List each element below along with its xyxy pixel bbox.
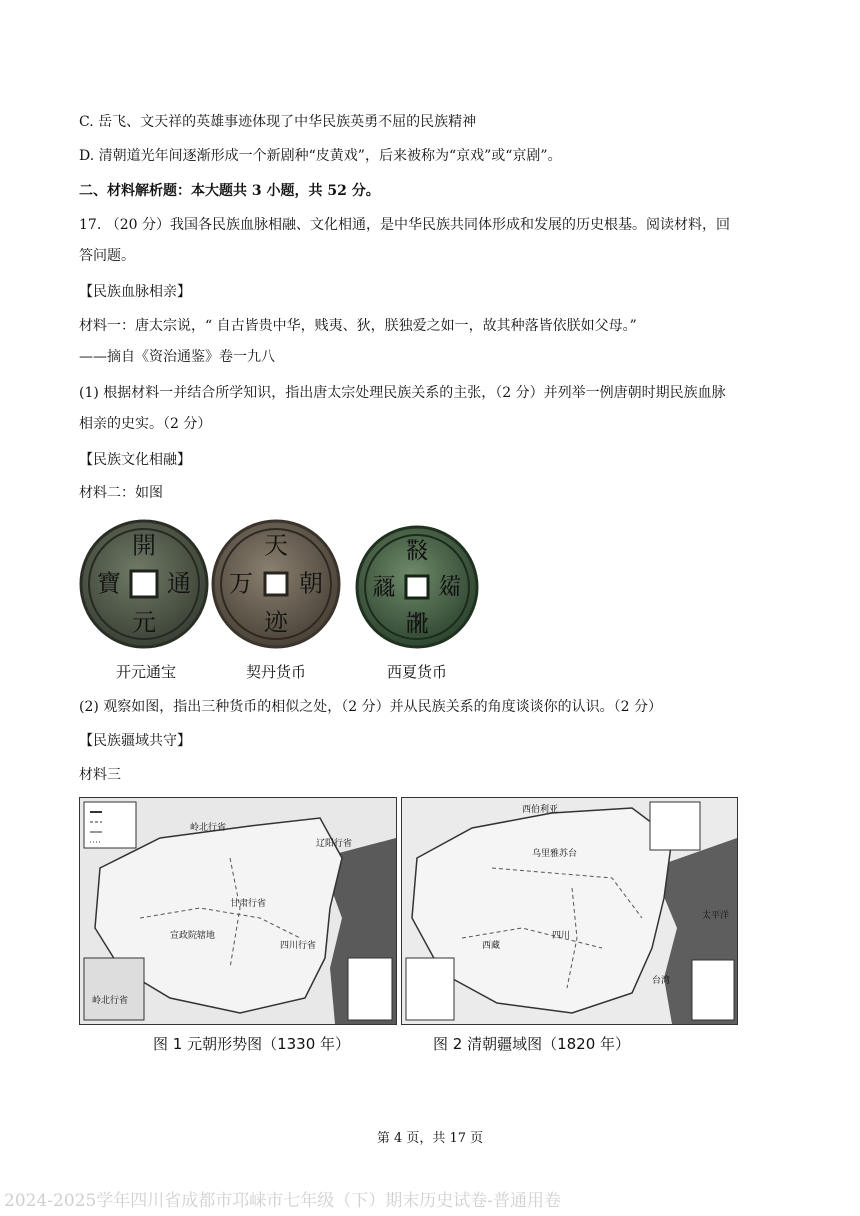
q2-line: (2) 观察如图，指出三种货币的相似之处，（2 分）并从民族关系的角度谈谈你的认识。（2 分）	[79, 699, 662, 715]
qing-label-6: 太平洋	[702, 911, 730, 921]
coin1-char-top: 開	[132, 531, 156, 560]
coin1-char-right: 通	[167, 569, 191, 598]
yuan-label-3: 甘肃行省	[230, 899, 267, 909]
qing-label-4: 四川	[552, 931, 571, 941]
q17-stem-line1: 17. （20 分）我国各民族血脉相融、文化相通，是中华民族共同体形成和发展的历史根基。阅读材料，回	[79, 217, 730, 233]
part3-heading: 【民族疆域共守】	[79, 733, 191, 749]
yuan-map	[79, 797, 397, 1025]
coin2-char-right: 朝	[299, 569, 323, 598]
yuan-label-6: 四川行省	[280, 941, 317, 951]
coin2-label: 契丹货币	[245, 663, 306, 681]
map2-caption: 图 2 清朝疆域图（1820 年）	[433, 1035, 631, 1053]
coin2-char-bottom: 迹	[264, 608, 288, 637]
q1-line2: 相亲的史实。（2 分）	[79, 416, 212, 432]
option-d: D. 清朝道光年间逐渐形成一个新剧种“皮黄戏”，后来被称为“京戏”或“京剧”。	[79, 148, 562, 164]
qing-label-3: 西藏	[482, 941, 501, 951]
coin1-char-left: 寶	[97, 569, 121, 598]
coins-image	[79, 512, 489, 657]
material2: 材料二：如图	[79, 485, 163, 501]
material1: 材料一：唐太宗说，“ 自古皆贵中华，贱夷、狄，朕独爱之如一，故其种落皆依朕如父母。”	[79, 318, 637, 334]
section-title: 二、材料解析题：本大题共 3 小题，共 52 分。	[79, 183, 380, 199]
qing-label-5: 台湾	[652, 976, 671, 986]
q17-stem-line2: 答问题。	[79, 248, 135, 264]
yuan-label-4: 宣政院辖地	[170, 931, 216, 941]
coin1-char-bottom: 元	[132, 608, 156, 637]
coin3-char-left: 𗹙	[372, 572, 396, 601]
part1-heading: 【民族血脉相亲】	[79, 284, 191, 300]
qing-label-1: 西伯利亚	[522, 805, 559, 815]
maps-figure	[79, 797, 739, 1057]
qing-map	[401, 797, 738, 1025]
coins-figure	[79, 512, 489, 690]
coin1-label: 开元通宝	[115, 663, 176, 681]
material1-source: ——摘自《资治通鉴》卷一九八	[79, 349, 275, 365]
q1-line1: (1) 根据材料一并结合所学知识，指出唐太宗处理民族关系的主张，（2 分）并列举一例唐朝时期民族血脉	[79, 385, 726, 401]
yuan-label-1: 岭北行省	[190, 823, 227, 833]
material3: 材料三	[79, 767, 121, 783]
coin2-char-left: 万	[229, 569, 253, 598]
part2-heading: 【民族文化相融】	[79, 452, 191, 468]
watermark: 2024-2025学年四川省成都市邛崃市七年级（下）期末历史试卷-普通用卷	[4, 1191, 562, 1211]
page-footer: 第 4 页，共 17 页	[376, 1131, 484, 1146]
coin3-char-bottom: 𗭔	[405, 609, 429, 638]
yuan-label-2: 辽阳行省	[316, 839, 353, 849]
yuan-label-5: 岭北行省	[92, 996, 129, 1006]
coin3-label: 西夏货币	[386, 663, 447, 681]
map1-caption: 图 1 元朝形势图（1330 年）	[153, 1035, 351, 1053]
coin3-char-right: 𗩴	[438, 572, 462, 601]
option-c: C. 岳飞、文天祥的英雄事迹体现了中华民族英勇不屈的民族精神	[79, 114, 477, 130]
coin2-char-top: 天	[264, 531, 288, 560]
coin3-char-top: 𘜶	[405, 536, 429, 565]
qing-label-2: 乌里雅苏台	[532, 849, 578, 859]
